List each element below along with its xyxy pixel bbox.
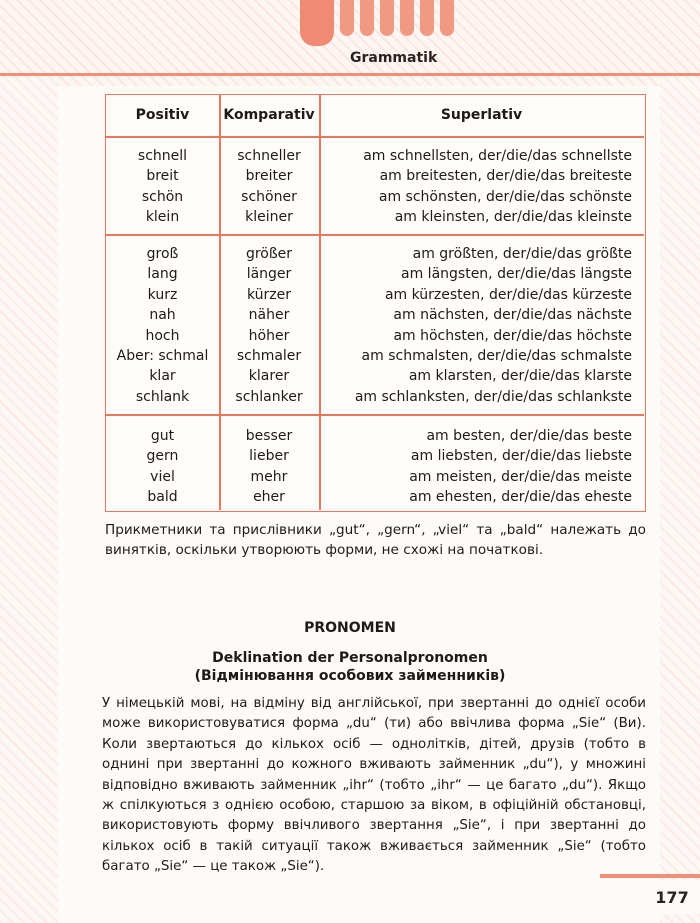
table-cell: kürzer	[246, 286, 292, 303]
table-cell: schmaler	[236, 348, 302, 365]
table-cell: am kleinsten, der/die/das kleinste	[394, 209, 632, 226]
table-cell: näher	[248, 307, 290, 324]
page-number: 177	[644, 880, 700, 914]
table-cell: groß	[146, 246, 179, 262]
header-tab	[360, 0, 374, 36]
group-1-positiv	[106, 146, 219, 228]
table-cell: klarer	[248, 368, 290, 385]
table-cell: am höchsten, der/die/das höchste	[393, 327, 632, 344]
table-cell: am schönsten, der/die/das schönste	[378, 188, 632, 205]
table-cell: breiter	[245, 168, 293, 185]
table-cell: kurz	[147, 286, 178, 303]
table-cell: klein	[145, 209, 180, 226]
table-cell: am ehesten, der/die/das eheste	[409, 489, 632, 506]
section-subtitle-german: Deklination der Personalpronomen	[212, 650, 488, 666]
table-cell: am meisten, der/die/das meiste	[409, 468, 632, 485]
group-divider	[106, 414, 644, 416]
right-margin-decoration	[660, 76, 700, 923]
table-cell: klar	[149, 368, 176, 385]
body-paragraph: У німецькій мові, на відміну від англійської, при звертанні до однієї особи може використовуватися форма „du“ (ти) або ввічлива форма „Sie“ (Ви). Коли звертаються до кількох осіб — однолітків, дітей, друзів (тобто в однині при звертанні до кожного вживають займенник „du“), у множині відповідно вживають займенник „ihr“ (тобто „ihr“ — це багато „du“). Якщо ж спілкуються з однією особою, старшою за віком, в офіційній обстановці, використовують форму ввічливого звертання „Sie“, і при звертанні до кількох осіб в такій ситуації також вживається займенник „Sie“ (тобто багато „Sie“ — це також „Sie“).	[102, 696, 646, 875]
table-cell: länger	[246, 266, 292, 283]
table-cell: bald	[147, 489, 178, 506]
table-cell: am liebsten, der/die/das liebste	[410, 448, 632, 465]
table-cell: schöner	[241, 188, 297, 205]
header-komparativ: Komparativ	[223, 107, 315, 123]
table-cell: am nächsten, der/die/das nächste	[393, 307, 632, 324]
table-cell: gut	[150, 428, 175, 444]
table-cell: breit	[146, 168, 179, 185]
header-divider	[0, 73, 700, 76]
table-cell: am schmalsten, der/die/das schmalste	[361, 348, 632, 365]
table-cell: nah	[149, 307, 176, 324]
table-cell: besser	[245, 428, 293, 444]
table-cell: Aber: schmal	[116, 348, 209, 365]
group-divider	[106, 234, 644, 236]
group-1-superlativ	[319, 146, 632, 228]
table-cell: schneller	[237, 148, 301, 164]
table-cell: am besten, der/die/das beste	[426, 428, 632, 444]
table-cell: am größten, der/die/das größte	[412, 246, 632, 262]
header-superlativ: Superlativ	[440, 107, 523, 123]
table-cell: mehr	[250, 468, 288, 485]
comparison-table	[105, 94, 646, 512]
header-tab	[440, 0, 454, 36]
group-3-positiv	[106, 426, 219, 508]
table-cell: am breitesten, der/die/das breiteste	[379, 168, 632, 185]
table-cell: schön	[141, 188, 184, 205]
header-tab	[340, 0, 354, 36]
table-cell: kleiner	[245, 209, 293, 226]
table-cell: viel	[150, 468, 175, 485]
table-cell: lang	[147, 266, 178, 283]
left-margin-decoration	[0, 76, 58, 923]
section-label: Grammatik	[350, 50, 438, 66]
header-tab	[400, 0, 414, 36]
table-cell: hoch	[145, 327, 180, 344]
section-title: PRONOMEN	[304, 620, 396, 636]
table-cell: lieber	[249, 448, 289, 465]
table-cell: am kürzesten, der/die/das kürzeste	[384, 286, 632, 303]
group-3-komparativ	[219, 426, 319, 508]
header-tabs-decoration	[300, 0, 454, 40]
table-cell: am längsten, der/die/das längste	[401, 266, 632, 283]
table-cell: gern	[146, 448, 179, 465]
group-1-komparativ	[219, 146, 319, 228]
footer-line	[600, 874, 700, 878]
table-cell: größer	[245, 246, 293, 262]
group-2-komparativ	[219, 244, 319, 407]
header-positiv: Positiv	[135, 107, 190, 123]
header-tab-large	[300, 0, 334, 46]
group-2-positiv	[106, 244, 219, 407]
header-tab	[420, 0, 434, 36]
table-cell: schlanker	[235, 388, 303, 405]
table-cell: höher	[248, 327, 290, 344]
header-tab	[380, 0, 394, 36]
group-3-superlativ	[319, 426, 632, 508]
table-cell: eher	[253, 489, 285, 506]
section-subtitle-ukrainian: (Відмінювання особових займенників)	[194, 668, 506, 684]
table-cell: am schlanksten, der/die/das schlankste	[354, 388, 632, 405]
table-cell: am klarsten, der/die/das klarste	[408, 368, 632, 385]
header-row-divider	[106, 136, 644, 138]
group-2-superlativ	[319, 244, 632, 407]
table-cell: schnell	[137, 148, 188, 164]
exceptions-note: Прикметники та прислівники „gut“, „gern“, „viel“ та „bald“ належать до винятків, оскільки утворюють форми, не схожі на початкові.	[105, 522, 646, 558]
table-cell: am schnellsten, der/die/das schnellste	[363, 148, 632, 164]
table-cell: schlank	[135, 388, 190, 405]
